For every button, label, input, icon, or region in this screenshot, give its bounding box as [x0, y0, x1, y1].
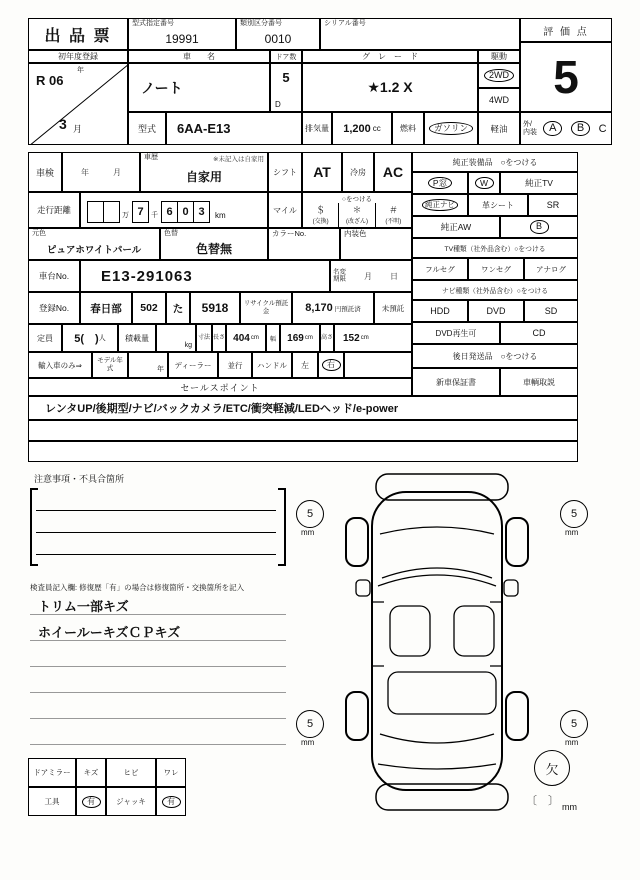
car-name-value: ノート [141, 79, 183, 96]
navi-hdd: HDD [412, 300, 468, 322]
inspector-note: 検査員記入欄: 修復歴「有」の場合は修復箇所・交換箇所を記入 [30, 583, 245, 592]
shaken-label: 車検 [28, 152, 62, 192]
first-reg-era: R 06 [36, 73, 64, 88]
name-change-month-label: 月 [364, 271, 372, 281]
inspector-ruled-line [30, 718, 286, 719]
fuel-gasoline: ガソリン [429, 122, 473, 135]
navi-sd: SD [524, 300, 578, 322]
model-year-label: モデル年式 [92, 352, 128, 378]
ext-grade-a: A [543, 121, 562, 137]
base-color-cell [28, 228, 160, 260]
chassis-no-value: E13-291063 [101, 267, 193, 285]
inspector-line2-text: ホイールーキズＣＰキズ [38, 625, 181, 640]
caution-label: 注意事項・不具合箇所 [34, 474, 125, 484]
mile-circle-note: ○をつける [342, 196, 372, 203]
tread-depth-front-left: 5 [296, 500, 324, 528]
grade-header: グ レ ー ド [302, 50, 478, 63]
interior-color-label: 内装色 [344, 229, 367, 238]
history-value: 自家用 [185, 170, 222, 184]
shaken-year-label: 年 [81, 167, 89, 177]
ext-int-label: 外/内装 [523, 120, 537, 136]
height-unit: cm [360, 335, 369, 341]
shaken-cell [62, 152, 140, 192]
history-label: 車歴 [144, 154, 158, 161]
inspector-ruled-line [30, 614, 286, 615]
load-unit: kg [184, 342, 192, 349]
inspector-ruled-line [30, 744, 286, 745]
jack-label: ジャッキ [106, 787, 156, 816]
displacement-label: 排気量 [302, 112, 332, 145]
mile-opt-unknown-symbol: ＃ [388, 205, 398, 215]
width-cell [280, 324, 320, 352]
width-unit: cm [304, 335, 313, 341]
serial-cell [320, 18, 520, 50]
dimension-label: 寸法 [196, 324, 212, 352]
inspector-ruled-line [30, 692, 286, 693]
handle-left: 左 [292, 352, 318, 378]
fuel-diesel-cell: 軽油 [478, 112, 520, 145]
model-year-unit: 年 [157, 366, 164, 373]
model-code-cell [166, 112, 302, 145]
mileage-digit-box [103, 201, 120, 223]
capacity-cell [62, 324, 118, 352]
sales-point-text: レンタUP/後期型/ナビ/バックカメラ/ETC/衝突軽減/LEDヘッド/e-power [45, 403, 399, 415]
classification-cell [236, 18, 320, 50]
mile-label: マイル [268, 192, 302, 228]
first-reg-cell [28, 63, 128, 145]
inspector-ruled-line [30, 640, 286, 641]
door-mirror-label: ドアミラー [28, 758, 76, 787]
handle-label: ハンドル [252, 352, 292, 378]
equip-header: 純正装備品 ○をつける [412, 152, 578, 172]
height-label: 高さ [320, 324, 334, 352]
first-reg-month-label: 月 [73, 124, 83, 134]
missing-mark: 欠 [534, 750, 570, 786]
reg-office: 春日部 [80, 292, 132, 324]
tv-oneseg: ワンセグ [468, 258, 524, 280]
recycle-not-deposited: 未預託 [374, 292, 412, 324]
first-reg-header: 初年度登録 [28, 50, 128, 63]
model-designation-cell [128, 18, 236, 50]
first-reg-year-label: 年 [77, 67, 84, 74]
reg-number: 5918 [190, 292, 240, 324]
equip-power-window: P窓 [428, 177, 452, 190]
mileage-sen-label: 千 [151, 212, 158, 219]
length-label: 長さ [212, 324, 226, 352]
capacity-value: 5( ) [74, 333, 99, 345]
mileage-digit-6: 6 [161, 201, 178, 223]
dvd-playable-label: DVD再生可 [412, 322, 500, 344]
mirror-ware: ワレ [156, 758, 186, 787]
inspector-ruled-line [30, 666, 286, 667]
mileage-digit-7: 7 [132, 201, 149, 223]
color-change-label: 色替 [164, 230, 178, 237]
recycle-value: 8,170 [305, 302, 333, 314]
caution-line [36, 510, 276, 511]
first-reg-month: 3 [59, 116, 67, 132]
import-parallel: 並行 [218, 352, 252, 378]
height-value: 152 [343, 332, 360, 344]
car-name-cell [128, 63, 270, 112]
ext-int-cell [520, 112, 612, 145]
tv-type-header: TV種類（社外品含む）○をつける [412, 238, 578, 258]
tool-present: 有 [82, 796, 101, 808]
car-name-header: 車 名 [128, 50, 270, 63]
length-unit: cm [250, 335, 259, 341]
car-outline [346, 474, 528, 810]
drive-2wd: 2WD [484, 69, 514, 82]
base-color-value: ピュアホワイトパール [46, 244, 142, 256]
grade-cell: ★1.2 X [302, 63, 478, 112]
blank-cell [344, 352, 412, 378]
fuel-gasoline-cell [424, 112, 478, 145]
tool-present-cell [76, 787, 106, 816]
mileage-digit-3: 3 [193, 201, 210, 223]
interior-color-cell [340, 228, 412, 260]
capacity-unit: 人 [98, 335, 106, 342]
equip-oem-navi-cell [412, 194, 468, 216]
tool-label: 工具 [28, 787, 76, 816]
mileage-value-cell [80, 192, 268, 228]
color-change-value: 色替無 [195, 242, 232, 256]
mile-options-cell [302, 192, 412, 228]
equip-sunroof: SR [528, 194, 578, 216]
length-value: 404 [233, 332, 250, 344]
dvd-cd: CD [500, 322, 578, 344]
int-grade-b: B [571, 121, 590, 137]
model-code-value: 6AA-E13 [177, 121, 231, 136]
ac-value: AC [374, 152, 412, 192]
mile-opt-exchange-symbol: ＄ [316, 205, 326, 215]
chassis-no-label: 車台No. [28, 260, 80, 292]
navi-type-header: ナビ種類（社外品含む）○をつける [412, 280, 578, 300]
drive-4wd-cell: 4WD [478, 88, 520, 112]
grade-c: C [598, 122, 607, 135]
mile-opt-tamper-label: (改ざん) [345, 219, 368, 225]
equip-aw-b: B [530, 220, 549, 233]
model-designation-value: 19991 [165, 31, 199, 46]
name-change-cell [330, 260, 412, 292]
tread-unit-front-right: mm [565, 528, 579, 537]
recycle-label: リサイクル預託金 [240, 292, 292, 324]
jack-present-cell [156, 787, 186, 816]
import-dealer: ディーラー [168, 352, 218, 378]
equip-oem-navi: 純正ナビ [422, 199, 458, 210]
equip-oem-tv: 純正TV [500, 172, 578, 194]
equip-oem-aw: 純正AW [412, 216, 500, 238]
history-note: ※未記入は自家用 [213, 156, 264, 163]
tv-fullseg: フルセグ [412, 258, 468, 280]
tread-unit-rear-right: mm [565, 738, 579, 747]
model-designation-label: 型式指定番号 [132, 20, 174, 27]
history-cell [140, 152, 268, 192]
recycle-cell [292, 292, 374, 324]
mileage-unit: km [215, 211, 226, 220]
navi-dvd: DVD [468, 300, 524, 322]
mileage-label: 走行距離 [28, 192, 80, 228]
equip-power-window-cell [412, 172, 468, 194]
name-change-label: 名変期限 [333, 268, 346, 283]
shaken-month-label: 月 [113, 167, 121, 177]
capacity-label: 定員 [28, 324, 62, 352]
missing-bracket: 〔 〕 [526, 795, 559, 807]
base-color-label: 元色 [32, 230, 46, 237]
sheet-title: 出 品 票 [28, 18, 128, 50]
doors-cell [270, 63, 302, 112]
color-change-cell [160, 228, 268, 260]
mileage-digit-0: 0 [177, 201, 194, 223]
mile-opt-tamper-symbol: ＊ [352, 205, 362, 215]
reg-no-label: 登録No. [28, 292, 80, 324]
tv-analog: アナログ [524, 258, 578, 280]
tread-unit-front-left: mm [301, 528, 315, 537]
color-no-label: カラーNo. [272, 229, 307, 238]
vehicle-manual: 車輌取説 [500, 368, 578, 396]
mirror-hibi: ヒビ [106, 758, 156, 787]
tread-depth-rear-left: 5 [296, 710, 324, 738]
score-header: 評 価 点 [520, 18, 612, 42]
tread-depth-rear-right: 5 [560, 710, 588, 738]
jack-present: 有 [162, 796, 181, 808]
fuel-label: 燃料 [392, 112, 424, 145]
blank-row [28, 441, 578, 462]
doors-value: 5 [282, 70, 290, 85]
equip-aw-b-cell [500, 216, 578, 238]
score-value: 5 [520, 42, 612, 112]
width-value: 169 [287, 332, 304, 344]
caution-bracket-right [278, 488, 286, 566]
equip-w-cell [468, 172, 500, 194]
drive-2wd-cell [478, 63, 520, 88]
width-label: 幅 [266, 324, 280, 352]
caution-line [36, 554, 276, 555]
load-cell [156, 324, 196, 352]
model-year-cell [128, 352, 168, 378]
name-change-day-label: 日 [390, 271, 398, 281]
length-cell [226, 324, 266, 352]
inspector-line1-text: トリム一部キズ [38, 599, 129, 614]
new-car-warranty: 新車保証書 [412, 368, 500, 396]
mile-opt-unknown-label: (不明) [385, 219, 402, 225]
doors-d-label: D [275, 100, 281, 109]
displacement-value: 1,200 [343, 122, 371, 135]
shift-label: シフト [268, 152, 302, 192]
mileage-digit-box [87, 201, 104, 223]
tread-depth-front-right: 5 [560, 500, 588, 528]
sales-point-text-cell [28, 396, 578, 420]
recycle-suffix: 円預託済 [334, 305, 361, 313]
mirror-kizu: キズ [76, 758, 106, 787]
displacement-unit: cc [372, 124, 381, 133]
mileage-man-label: 万 [122, 212, 129, 219]
shift-value: AT [302, 152, 342, 192]
classification-value: 0010 [264, 31, 292, 46]
doors-header: ドア数 [270, 50, 302, 63]
chassis-no-cell [80, 260, 330, 292]
reg-kana: た [166, 292, 190, 324]
sales-point-header: セールスポイント [28, 378, 412, 396]
height-cell [334, 324, 412, 352]
load-label: 積載量 [118, 324, 156, 352]
later-shipment-header: 後日発送品 ○をつける [412, 344, 578, 368]
mile-opt-exchange-label: (交換) [312, 219, 329, 225]
caution-line [36, 532, 276, 533]
reg-class: 502 [132, 292, 166, 324]
blank-row [28, 420, 578, 441]
drive-header: 駆動 [478, 50, 520, 63]
tread-unit-rear-left: mm [301, 738, 315, 747]
color-no-cell [268, 228, 340, 260]
handle-right-cell [318, 352, 344, 378]
serial-label: シリアル番号 [324, 20, 366, 27]
handle-right: 右 [322, 359, 341, 371]
equip-w: W [475, 177, 494, 190]
import-only-label: 輸入車のみ⇒ [28, 352, 92, 378]
classification-label: 類別区分番号 [240, 20, 282, 27]
equip-leather-seat: 革シート [468, 194, 528, 216]
missing-unit: mm [562, 802, 577, 812]
displacement-cell [332, 112, 392, 145]
ac-label: 冷房 [342, 152, 374, 192]
model-code-label: 型式 [128, 112, 166, 145]
